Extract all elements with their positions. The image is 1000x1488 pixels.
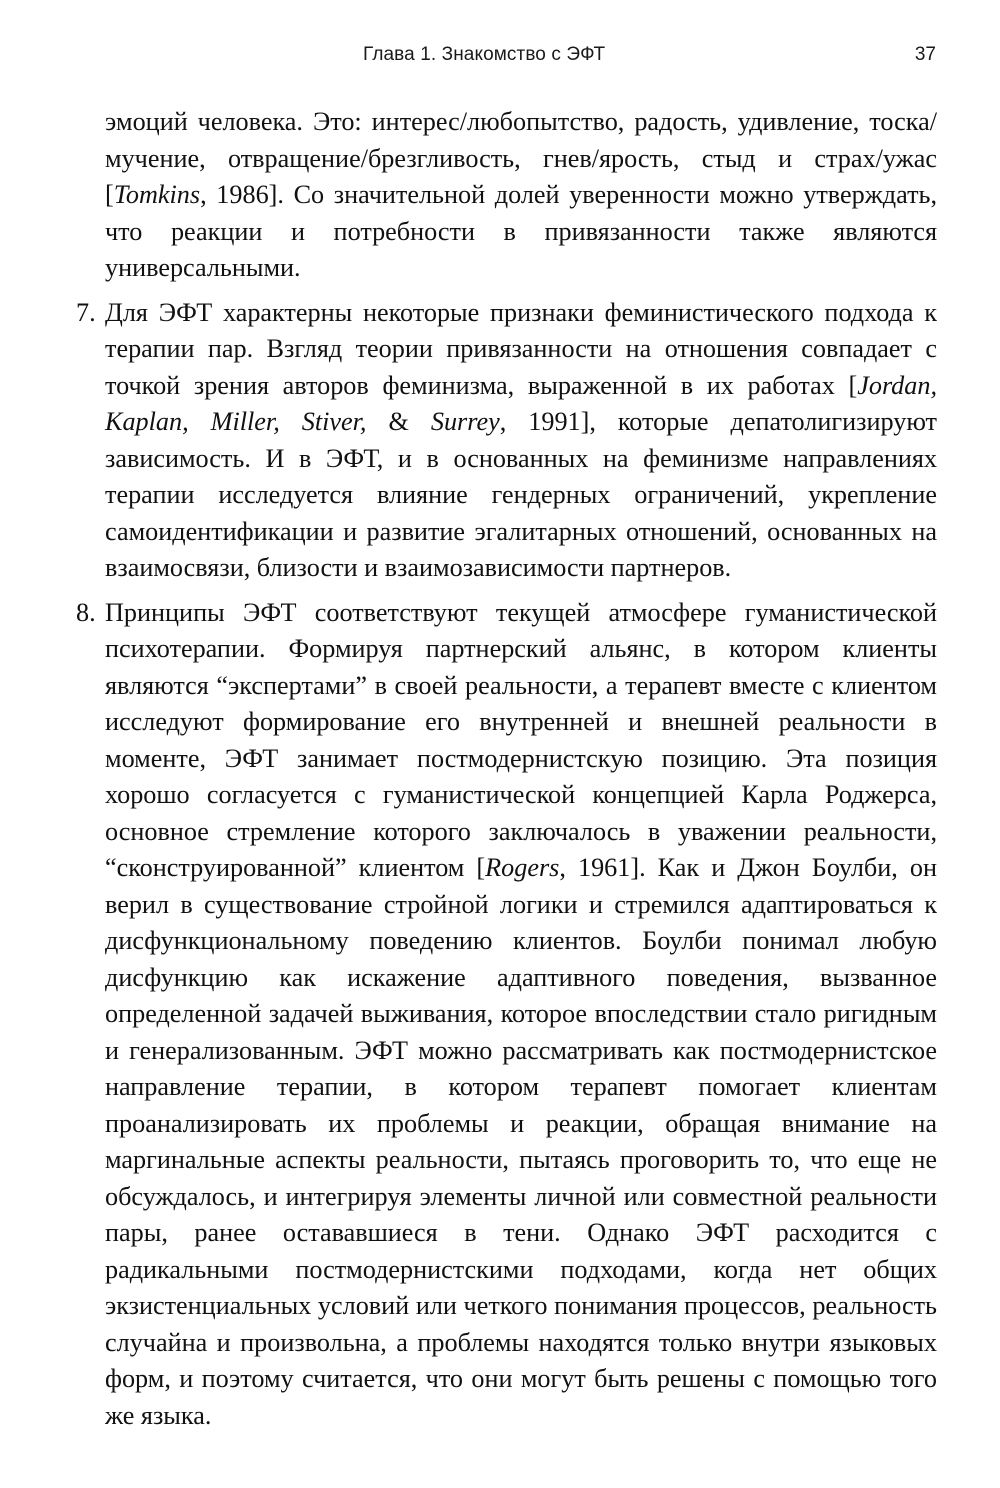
text-run: , 1986]. Со значительной долей уверенности можно утверждать, что реакции и потребности в привязанности также являются универсальными. (105, 180, 937, 282)
list-item-7 (76, 295, 937, 587)
text-run: эмоций человека. Это: интерес/любопытство, радость, удивление, тоска/мучение, отвращение/брезгливость, гнев/ярость, стыд и страх/ужас [ (105, 107, 937, 209)
page-body (0, 104, 1000, 1434)
list-item-8 (76, 595, 937, 1435)
citation-author: Surrey (430, 407, 500, 436)
page-number: 37 (914, 44, 936, 65)
list-number: 8. (76, 597, 96, 627)
text-run: , 1991], которые депатолигизируют зависимость. И в ЭФТ, и в основанных на феминизме направлениях терапии исследуется влияние гендерных ограничений, укрепление самоидентификации и развитие эгалитарных отношений, основанных на взаимосвязи, близости и взаимозависимости партнеров. (105, 407, 937, 582)
running-head: Глава 1. Знакомство с ЭФТ (363, 44, 606, 65)
list-item-text (105, 598, 937, 1430)
list-item-text (105, 298, 937, 583)
citation-authors: Jordan, Kaplan, Miller, Stiver, (105, 370, 937, 436)
citation-author: Tomkins (113, 180, 201, 209)
text-run: Для ЭФТ характерны некоторые признаки феминистического подхода к терапии пар. Взгляд теории привязанности на отношения совпадает с точкой зрения авторов феминизма, выраженной в их работах [ (105, 297, 937, 400)
continuation-paragraph (105, 104, 937, 287)
text-run: , 1961]. Как и Джон Боулби, он верил в существование стройной логики и стремился адаптироваться к дисфункциональному поведению клиентов. Боулби понимал любую дисфункцию как искажение адаптивного поведения, вызванное определенной задачей выживания, которое впоследствии стало ригидным и генерализованным. ЭФТ можно рассматривать как постмодернистское направление терапии, в котором терапевт помогает клиентам проанализировать их проблемы и реакции, обращая внимание на маргинальные аспекты реальности, пытаясь проговорить то, что еще не обсуждалось, и интегрируя элементы личной или совместной реальности пары, ранее остававшиеся в тени. Однако ЭФТ расходится с радикальными постмодернистскими подходами, когда нет общих экзистенциальных условий или четкого понимания процессов, реальность случайна и произвольна, а проблемы находятся только внутри языковых форм, и поэтому считается, что они могут быть решены с помощью того же языка. (105, 853, 937, 1430)
text-run: & (366, 407, 431, 436)
text-run: Принципы ЭФТ соответствуют текущей атмосфере гуманистической психотерапии. Формируя партнерский альянс, в котором клиенты являются “экспертами” в своей реальности, а терапевт вместе с клиентом исследуют формирование его внутренней и внешней реальности в моменте, ЭФТ занимает постмодернистскую позицию. Эта позиция хорошо согласуется с гуманистической концепцией Карла Роджерса, основное стремление которого заключалось в уважении реальности, “сконструированной” клиентом [ (105, 597, 937, 882)
citation-author: Rogers (485, 853, 560, 882)
list-number: 7. (76, 297, 96, 327)
